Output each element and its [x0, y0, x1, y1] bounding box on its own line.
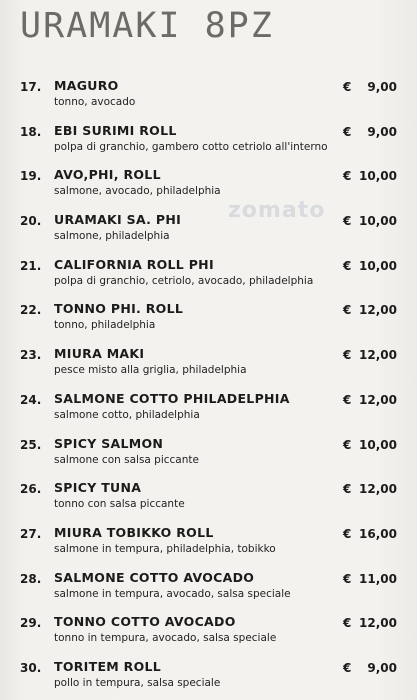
item-price: 10,00 [359, 169, 397, 184]
watermark: zomato [228, 198, 326, 223]
item-name: MIURA MAKI [54, 346, 145, 362]
item-price: 9,00 [367, 124, 397, 139]
item-number: 23. [20, 348, 42, 363]
item-description: polpa di granchio, cetriolo, avocado, philadelphia [54, 274, 314, 287]
currency-symbol: € [343, 258, 352, 273]
item-name: MIURA TOBIKKO ROLL [54, 524, 214, 540]
item-name: TORITEM ROLL [54, 658, 162, 674]
item-number: 28. [20, 571, 42, 586]
currency-symbol: € [343, 616, 352, 631]
item-name: TONNO PHI. ROLL [54, 301, 184, 317]
currency-symbol: € [343, 80, 352, 94]
item-number: 27. [20, 526, 42, 541]
item-price: 9,00 [367, 660, 397, 675]
item-description: salmone con salsa piccante [54, 453, 199, 466]
menu-item [0, 208, 417, 253]
item-price: 12,00 [359, 616, 397, 631]
menu-item [0, 297, 417, 342]
item-number: 18. [20, 124, 42, 139]
item-price: 11,00 [359, 571, 397, 586]
menu-item [0, 432, 417, 477]
item-description: salmone in tempura, philadelphia, tobikko [54, 542, 276, 555]
menu-item [0, 521, 417, 566]
item-name: AVO,PHI, ROLL [54, 167, 161, 183]
menu-item [0, 163, 417, 208]
item-name: URAMAKI SA. PHI [54, 212, 182, 228]
page-title: URAMAKI 8PZ [20, 6, 274, 46]
item-description: polpa di granchio, gambero cotto cetriolo all'interno [54, 140, 328, 153]
menu-item [0, 610, 417, 655]
item-name: MAGURO [54, 78, 119, 93]
item-number: 25. [20, 437, 42, 452]
menu-list [0, 74, 417, 700]
item-price: 12,00 [359, 482, 397, 497]
item-description: tonno con salsa piccante [54, 498, 185, 511]
menu-item [0, 119, 417, 164]
currency-symbol: € [343, 526, 352, 541]
currency-symbol: € [343, 124, 352, 139]
item-number: 17. [20, 80, 42, 94]
currency-symbol: € [343, 392, 352, 407]
currency-symbol: € [343, 169, 352, 184]
currency-symbol: € [343, 303, 352, 318]
item-price: 12,00 [359, 303, 397, 318]
item-name: SPICY SALMON [54, 435, 164, 451]
item-description: salmone cotto, philadelphia [54, 408, 200, 421]
item-name: SALMONE COTTO PHILADELPHIA [54, 390, 290, 406]
item-number: 21. [20, 258, 42, 273]
menu-item [0, 387, 417, 432]
item-number: 20. [20, 214, 42, 229]
currency-symbol: € [343, 437, 352, 452]
currency-symbol: € [343, 660, 352, 675]
currency-symbol: € [343, 571, 352, 586]
item-price: 10,00 [359, 437, 397, 452]
menu-item [0, 655, 417, 700]
item-name: EBI SURIMI ROLL [54, 122, 177, 138]
item-name: SPICY TUNA [54, 480, 142, 496]
item-description: salmone in tempura, avocado, salsa speciale [54, 587, 291, 600]
currency-symbol: € [343, 214, 352, 229]
item-price: 16,00 [359, 526, 397, 541]
menu-item [0, 342, 417, 387]
menu-item [0, 253, 417, 298]
item-number: 22. [20, 303, 42, 318]
item-price: 10,00 [359, 258, 397, 273]
item-description: salmone, avocado, philadelphia [54, 185, 221, 198]
item-description: tonno, philadelphia [54, 319, 156, 332]
currency-symbol: € [343, 482, 352, 497]
item-price: 12,00 [359, 348, 397, 363]
menu-item [0, 566, 417, 611]
item-price: 10,00 [359, 214, 397, 229]
item-description: tonno, avocado [54, 96, 136, 108]
item-price: 12,00 [359, 392, 397, 407]
item-number: 30. [20, 660, 42, 675]
item-description: pollo in tempura, salsa speciale [54, 676, 221, 689]
item-price: 9,00 [367, 80, 397, 94]
item-name: TONNO COTTO AVOCADO [54, 614, 236, 630]
menu-item [0, 74, 417, 119]
item-name: SALMONE COTTO AVOCADO [54, 569, 255, 585]
item-number: 24. [20, 392, 42, 407]
menu-item [0, 476, 417, 521]
item-description: salmone, philadelphia [54, 230, 170, 243]
item-number: 29. [20, 616, 42, 631]
item-name: CALIFORNIA ROLL PHI [54, 256, 214, 272]
item-number: 26. [20, 482, 42, 497]
item-description: pesce misto alla griglia, philadelphia [54, 364, 247, 377]
currency-symbol: € [343, 348, 352, 363]
item-description: tonno in tempura, avocado, salsa speciale [54, 632, 277, 645]
item-number: 19. [20, 169, 42, 184]
